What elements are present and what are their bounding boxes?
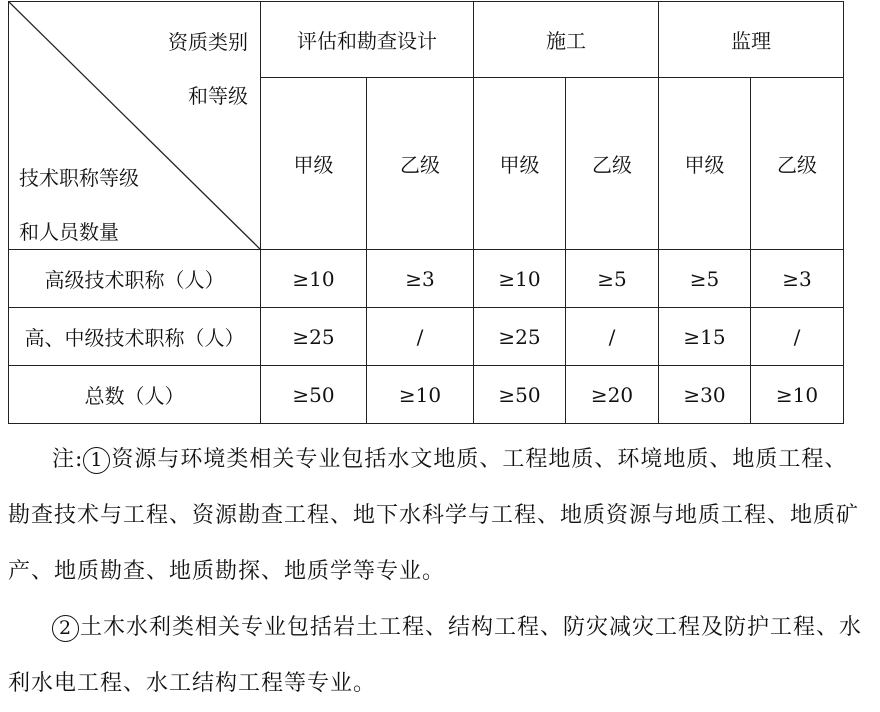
table-cell: ≥3 [367, 250, 474, 308]
group-header-construction: 施工 [474, 2, 659, 78]
grade-header: 甲级 [261, 78, 367, 250]
table-cell: / [367, 308, 474, 366]
grade-header: 乙级 [566, 78, 659, 250]
diag-bottom-line1: 技术职称等级 [19, 166, 139, 190]
table-cell: ≥50 [261, 366, 367, 424]
table-cell: ≥30 [659, 366, 751, 424]
notes-section [8, 432, 870, 712]
grade-header: 甲级 [659, 78, 751, 250]
table-cell: ≥3 [751, 250, 844, 308]
qualification-table [8, 1, 844, 424]
table-cell: ≥25 [474, 308, 566, 366]
table-cell: ≥15 [659, 308, 751, 366]
row-label: 高、中级技术职称（人） [9, 308, 261, 366]
note-1-text: 资源与环境类相关专业包括水文地质、工程地质、环境地质、地质工程、勘查技术与工程、资源勘查工程、地下水科学与工程、地质资源与地质工程、地质矿产、地质勘查、地质勘探、地质学等专业。 [8, 447, 860, 584]
table-row [9, 366, 844, 424]
group-header-supervision: 监理 [659, 2, 844, 78]
table-row [9, 250, 844, 308]
table-cell: ≥5 [659, 250, 751, 308]
note-2 [8, 600, 870, 712]
group-header-assessment: 评估和勘查设计 [261, 2, 474, 78]
table-cell: ≥5 [566, 250, 659, 308]
table-cell: ≥10 [367, 366, 474, 424]
note-1 [8, 432, 870, 600]
table-cell: ≥20 [566, 366, 659, 424]
diag-bottom-line2: 和人员数量 [19, 220, 119, 244]
table-cell: ≥10 [751, 366, 844, 424]
table-cell: ≥25 [261, 308, 367, 366]
circled-number-2: 2 [52, 615, 79, 642]
row-label: 总数（人） [9, 366, 261, 424]
note-prefix: 注: [52, 447, 84, 472]
table-cell: ≥10 [474, 250, 566, 308]
diag-top-line1: 资质类别 [168, 30, 248, 54]
table-row [9, 308, 844, 366]
diagonal-header-cell [9, 2, 261, 250]
table-cell: / [566, 308, 659, 366]
note-2-text: 土木水利类相关专业包括岩土工程、结构工程、防灾减灾工程及防护工程、水利水电工程、水工结构工程等专业。 [8, 615, 863, 696]
table-cell: ≥50 [474, 366, 566, 424]
circled-number-1: 1 [83, 447, 110, 474]
row-label: 高级技术职称（人） [9, 250, 261, 308]
grade-header: 乙级 [751, 78, 844, 250]
diag-top-line2: 和等级 [188, 84, 248, 108]
grade-header: 乙级 [367, 78, 474, 250]
grade-header: 甲级 [474, 78, 566, 250]
table-cell: / [751, 308, 844, 366]
table-cell: ≥10 [261, 250, 367, 308]
